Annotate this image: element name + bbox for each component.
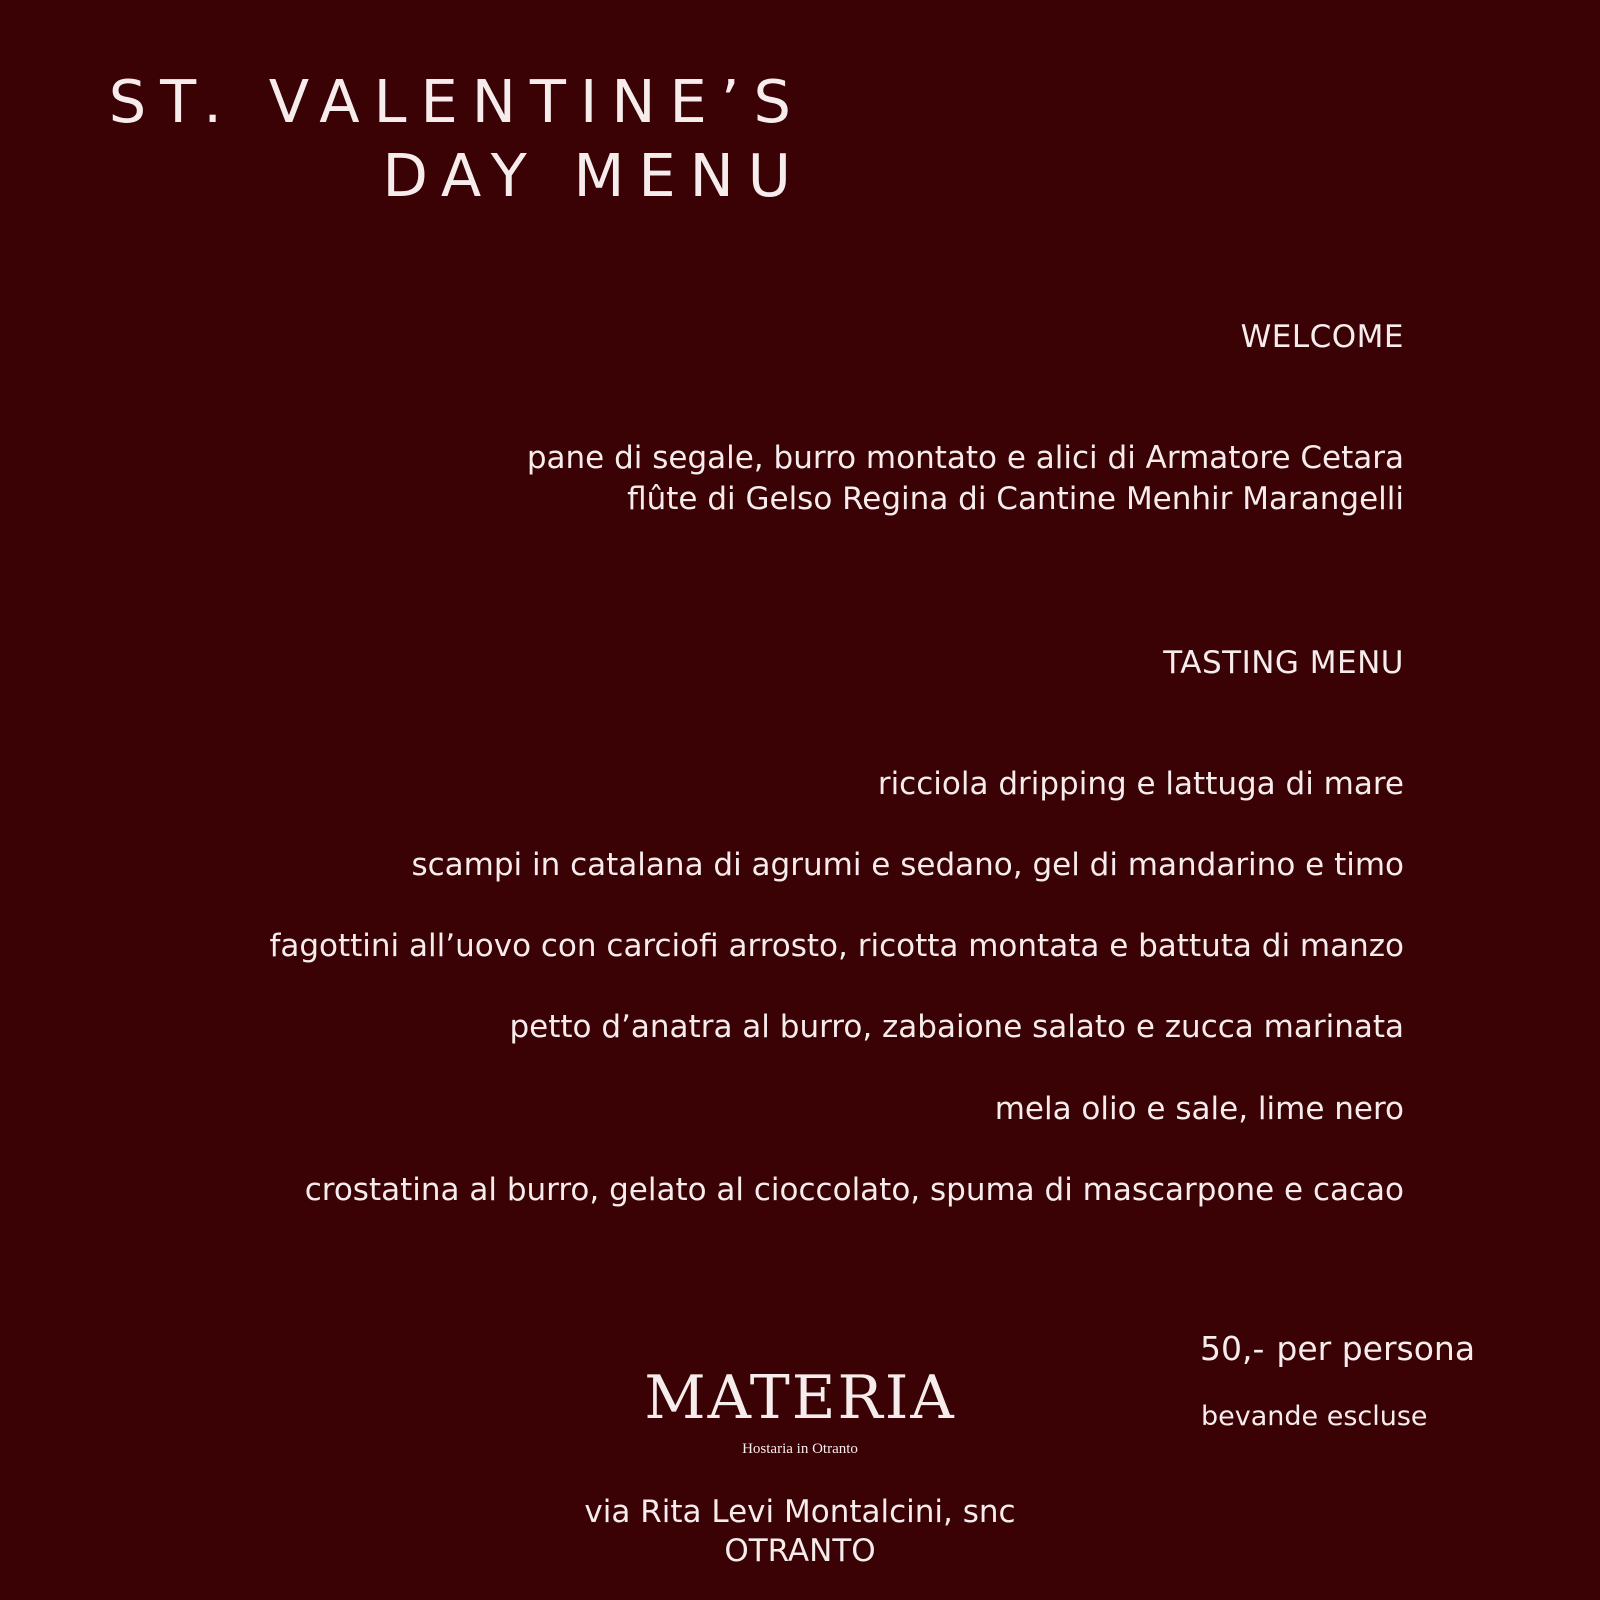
price (1200, 1329, 1476, 1368)
welcome-item: flûte di Gelso Regina di Cantine Menhir Marangelli (627, 481, 1404, 517)
course-item: crostatina al burro, gelato al cioccolato, spuma di mascarpone e cacao (304, 1172, 1404, 1208)
menu-title-line-2: DAY MENU (382, 141, 805, 210)
welcome-heading: WELCOME (1240, 319, 1404, 355)
course-item: scampi in catalana di agrumi e sedano, gel di mandarino e timo (411, 847, 1404, 883)
logo-tagline: Hostaria in Otranto (742, 1441, 858, 1457)
menu-title-line-1: ST. VALENTINE’S (108, 67, 805, 136)
welcome-item: pane di segale, burro montato e alici di Armatore Cetara (526, 440, 1404, 476)
course-item: mela olio e sale, lime nero (994, 1091, 1404, 1127)
logo-wordmark: MATERIA (644, 1363, 956, 1433)
restaurant-logo (560, 1363, 1040, 1457)
price-unit: per persona (1276, 1329, 1476, 1368)
course-item: ricciola dripping e lattuga di mare (877, 766, 1404, 802)
course-item: fagottini all’uovo con carciofi arrosto, ricotta montata e battuta di manzo (269, 928, 1404, 964)
price-note: bevande escluse (1201, 1401, 1428, 1432)
tasting-menu-heading: TASTING MENU (1163, 645, 1404, 681)
price-amount: 50,- (1200, 1329, 1265, 1368)
address-street: via Rita Levi Montalcini, snc (584, 1494, 1016, 1530)
course-item: petto d’anatra al burro, zabaione salato e zucca marinata (509, 1009, 1404, 1045)
address-city: OTRANTO (724, 1533, 876, 1569)
